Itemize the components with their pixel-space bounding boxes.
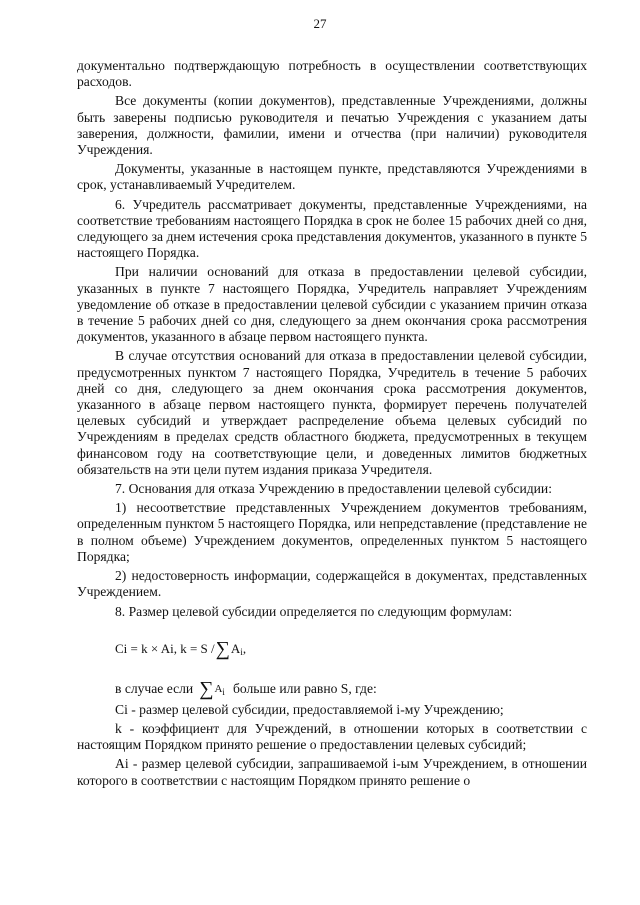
condition-before: в случае если (115, 680, 194, 696)
formula-condition (77, 677, 587, 700)
document-body (77, 58, 587, 789)
paragraph: 1) несоответствие представленных Учреждением документов требованиям, определенным пунктом 5 настоящего Порядка, или непредставление (представление не в полном объеме) Учреждением документов, определенных пунктом 5 настоящего Порядка; (77, 500, 587, 564)
definition: k - коэффициент для Учреждений, в отношении которых в соответствии с настоящим Порядком принято решение о предоставлении целевых субсидий; (77, 720, 587, 753)
paragraph: 6. Учредитель рассматривает документы, представленные Учреждениями, на соответствие требованиям настоящего Порядка в срок не более 15 рабочих дней со дня, следующего за днем истечения срока представления документов, указанного в пункте 5 настоящего Порядка. (77, 196, 587, 261)
paragraph: документально подтверждающую потребность в осуществлении соответствующих расходов. (77, 58, 587, 90)
paragraph: В случае отсутствия оснований для отказа в предоставлении целевой субсидии, предусмотренных пунктом 7 настоящего Порядка, Учредитель в течение 5 рабочих дней со дня, следующего за днем окончания срока рассмотрения документов, указанного в абзаце первом настоящего пункта, формирует перечень получателей целевых субсидий и утверждает распределение объема целевых субсидий по Учреждениям в пределах средств областного бюджета, предусмотренных в текущем финансовом году на соответствующие цели, и доведенных лимитов бюджетных обязательств на эти цели путем издания приказа Учредителя. (77, 348, 587, 477)
page-number: 27 (313, 16, 327, 31)
formula-left: Ci = k × Ai, k = S / (115, 640, 215, 656)
formula-tail: A (230, 640, 241, 656)
paragraph: 7. Основания для отказа Учреждению в предоставлении целевой субсидии: (115, 481, 552, 497)
formula-end: , (242, 640, 247, 656)
condition-ai (214, 681, 224, 697)
formula-tail-subscript: i (240, 646, 243, 657)
sum-symbol: ∑ (199, 677, 214, 700)
paragraph: 8. Размер целевой субсидии определяется по следующим формулам: (115, 603, 513, 619)
paragraph: Все документы (копии документов), представленные Учреждениями, должны быть заверены подписью руководителя и печатью Учреждения с указанием даты заверения, должности, фамилии, имени и отчества (при наличии) руководителя Учреждения. (77, 93, 587, 158)
subsidy-formula (115, 637, 587, 660)
paragraph: 2) недостоверность информации, содержащейся в документах, представленных Учреждением. (77, 568, 587, 600)
paragraph: Документы, указанные в настоящем пункте, представляются Учреждениями в срок, устанавливаемый Учредителем. (77, 161, 587, 193)
condition-ai-subscript: i (222, 686, 225, 697)
paragraph: При наличии оснований для отказа в предоставлении целевой субсидии, указанных в пункте 7 настоящего Порядка, Учредитель направляет Учреждениям уведомление об отказе в предоставлении целевой субсидии с указанием причин отказа в течение 5 рабочих дней со дня, следующего за днем окончания срока рассмотрения документов, указанного в абзаце первом настоящего пункта. (77, 264, 587, 345)
definition: Ci - размер целевой субсидии, предоставляемой i-му Учреждению; (115, 701, 504, 717)
definition: Ai - размер целевой субсидии, запрашиваемой i-ым Учреждением, в отношении которого в соответствии с настоящим Порядком принято решение о (77, 756, 587, 788)
condition-ai-letter: A (214, 682, 223, 695)
sum-symbol: ∑ (215, 637, 230, 660)
condition-after: больше или равно S, где: (232, 680, 377, 696)
